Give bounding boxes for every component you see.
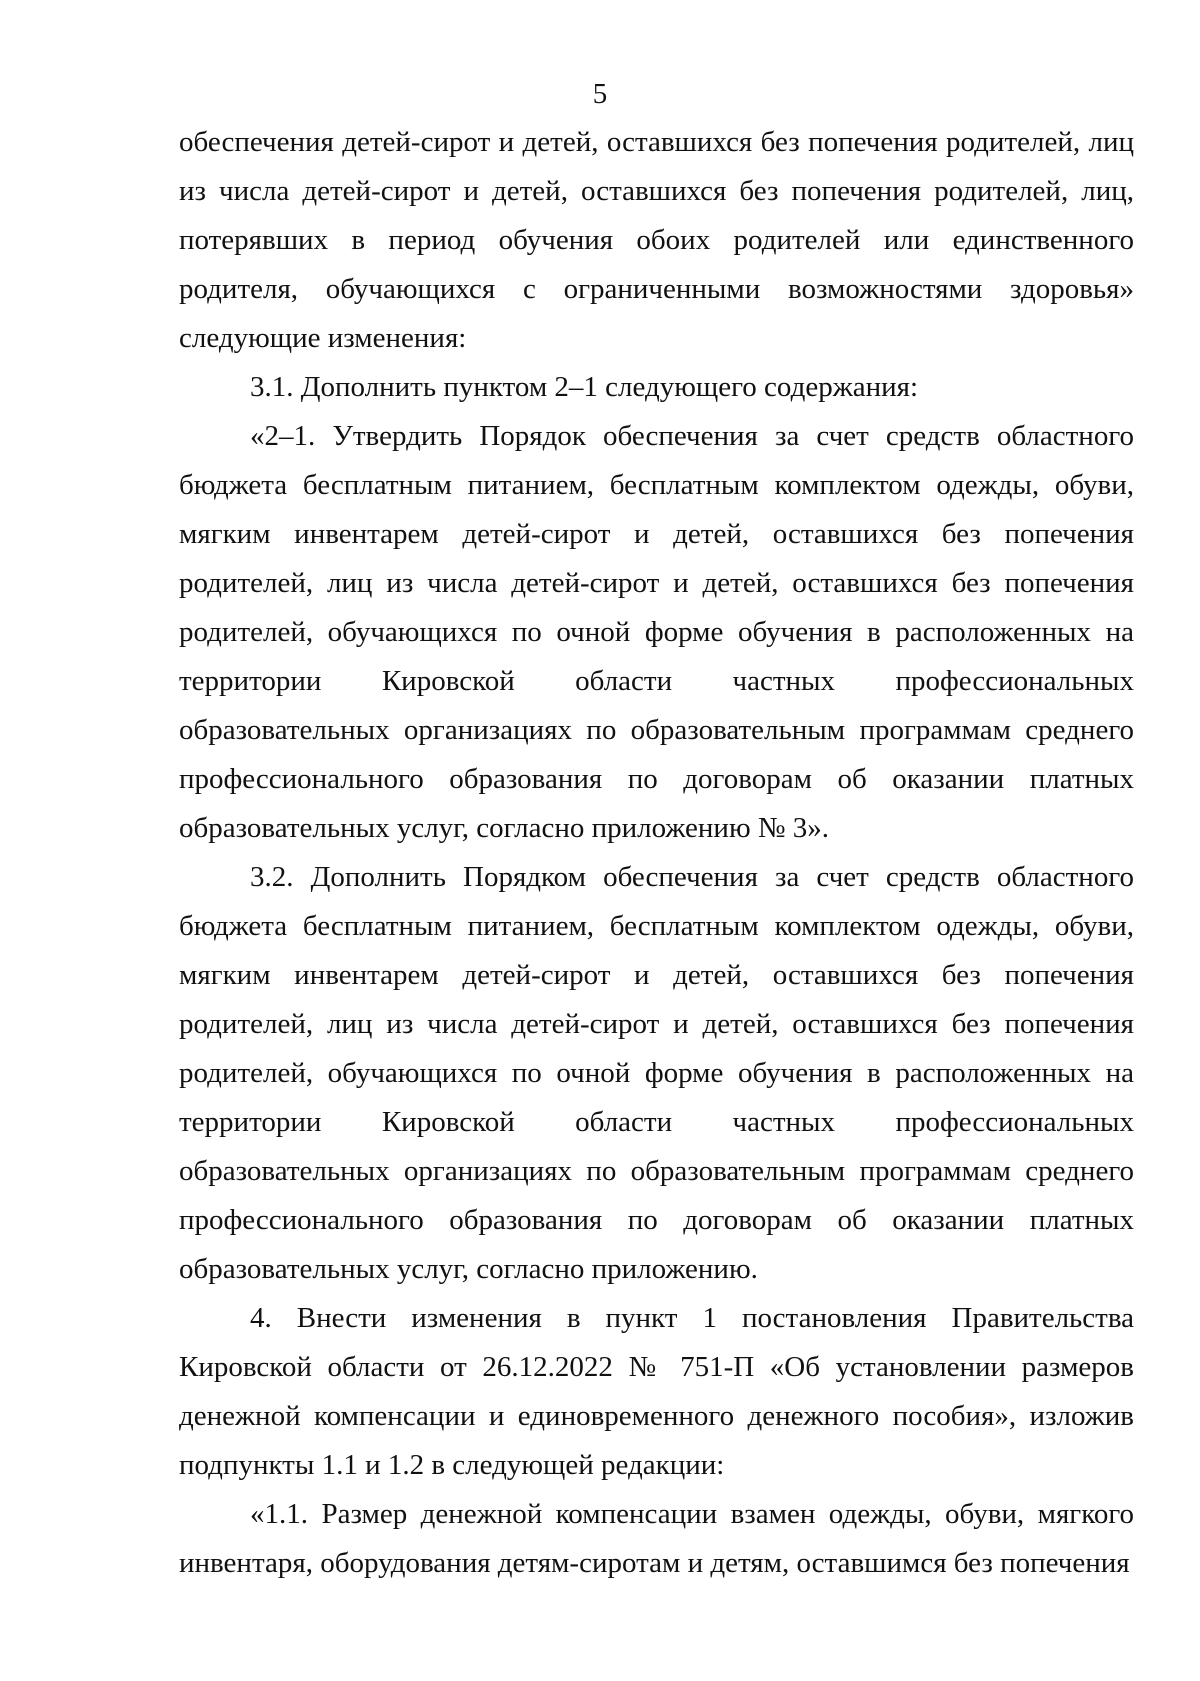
document-body (179, 118, 1134, 1588)
page-number: 5 (592, 78, 608, 110)
paragraph-3-2: 3.2. Дополнить Порядком обеспечения за счет средств областного бюджета бесплатным питанием, бесплатным комплектом одежды, обуви, мягким инвентарем детей-сирот и детей, оставшихся без попечения родителей, лиц из числа детей-сирот и детей, оставшихся без попечения родителей, обучающихся по очной форме обучения в расположенных на территории Кировской области частных профессиональных образовательных организациях по образовательным программам среднего профессионального образования по договорам об оказании платных образовательных услуг, согласно приложению. (179, 861, 1134, 1285)
paragraph-1-1-quote: «1.1. Размер денежной компенсации взамен одежды, обуви, мягкого инвентаря, оборудования детям-сиротам и детям, оставшимся без попечения (179, 1498, 1134, 1579)
paragraph-2-1-quote: «2–1. Утвердить Порядок обеспечения за счет средств областного бюджета бесплатным питанием, бесплатным комплектом одежды, обуви, мягким инвентарем детей-сирот и детей, оставшихся без попечения родителей, лиц из числа детей-сирот и детей, оставшихся без попечения родителей, обучающихся по очной форме обучения в расположенных на территории Кировской области частных профессиональных образовательных организациях по образовательным программам среднего профессионального образования по договорам об оказании платных образовательных услуг, согласно приложению № 3». (179, 420, 1134, 844)
paragraph-3-1: 3.1. Дополнить пунктом 2–1 следующего содержания: (250, 371, 919, 403)
paragraph-4: 4. Внести изменения в пункт 1 постановления Правительства Кировской области от 26.12.2022 № 751-П «Об установлении размеров денежной компенсации и единовременного денежного пособия», изложив подпункты 1.1 и 1.2 в следующей редакции: (179, 1302, 1134, 1481)
paragraph-continuation: обеспечения детей-сирот и детей, оставшихся без попечения родителей, лиц из числа детей-сирот и детей, оставшихся без попечения родителей, лиц, потерявших в период обучения обоих родителей или единственного родителя, обучающихся с ограниченными возможностями здоровья» следующие изменения: (179, 126, 1134, 354)
